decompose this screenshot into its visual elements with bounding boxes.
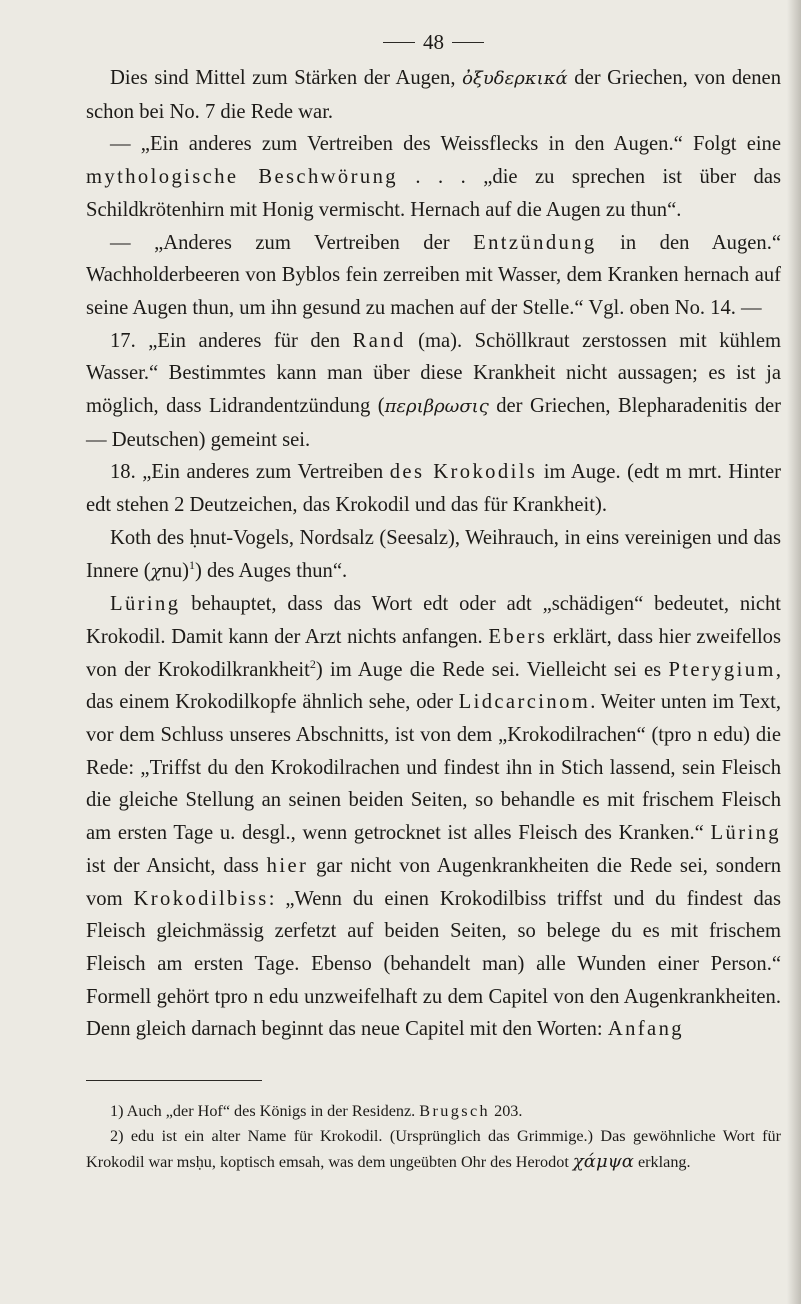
emphasis-text: Entzündung [473,231,597,254]
emphasis-text: hier [266,854,309,877]
emphasis-text: Anfang [607,1018,684,1041]
greek-term: περιβρωσις [384,396,489,418]
paragraph-3: — „Anderes zum Vertreiben der Entzündung in den Augen.“ Wachholderbeeren von Byblos fein zerreiben mit Wasser, dem Kranken hernach auf seine Augen thun, um ihn gesund zu machen auf der Stelle.“ Vgl. oben No. 14. — [86,231,781,319]
author-name: Lüring [110,593,181,616]
greek-term: χάμψα [572,1151,634,1173]
footnote-1: 1) Auch „der Hof“ des Königs in der Residenz. Brugsch 203. [110,1102,523,1121]
paragraph-4: 17. „Ein anderes für den Rand (ma). Schöllkraut zerstossen mit kühlem Wasser.“ Bestimmtes kann man über diese Krankheit nicht aussagen; es ist ja möglich, dass Lidrandentzündung (περιβρωσις der Griechen, Blepharadenitis der — Deutschen) gemeint sei. [86,329,782,451]
paragraph-6: Koth des ḥnut-Vogels, Nordsalz (Seesalz), Weihrauch, in eins vereinigen und das Innere $(\chi nu)^1$) des Auges thun“. [86,526,781,582]
footnote-divider [86,1080,262,1081]
paragraph-7: Lüring behauptet, dass das Wort edt oder adt „schädigen“ bedeutet, nicht Krokodil. Damit kann der Arzt nichts anfangen. Ebers erklärt, dass hier zweifellos von der Krokodilkrankheit$^2$) im Auge die Rede sei. Vielleicht sei es Pterygium, das einem Krokodilkopfe ähnlich sehe, oder Lidcarcinom. Weiter unten im Text, vor dem Schluss unseres Abschnitts, ist von dem „Krokodilrachen“ (tpro n edu) die Rede: „Triffst du den Krokodilrachen und findest ihn in Stich lassend, sein Fleisch die gleiche Stellung an seinen beiden Seiten, so behandle es mit frischem Fleisch am ersten Tage u. desgl., wenn getrocknet ist alles Fleisch des Kranken.“ Lüring ist der Ansicht, dass hier gar nicht von Augenkrankheiten die Rede sei, sondern vom Krokodilbiss: „Wenn du einen Krokodilbiss triffst und du findest das Fleisch gleichmässig zerfetzt auf beiden Seiten, so belege du es mit frischem Fleisch am ersten Tage. Ebenso (behandelt man) alle Wunden einer Person.“ Formell gehört tpro n edu unzweifelhaft zu dem Capitel von den Augenkrankheiten. Denn gleich darnach beginnt das neue Capitel mit den Worten: Anfang [86,593,782,1041]
page-edge-shadow [787,0,801,1304]
footnote-ref-1: 1 [188,557,195,572]
page-header [86,22,781,62]
emphasis-text: des Krokodils [389,461,538,484]
author-name: Lüring [710,822,781,845]
emphasis-text: mythologische Beschwörung [86,166,398,189]
footnote-2: 2) edu ist ein alter Name für Krokodil. (Ursprünglich das Grimmige.) Das gewöhnliche Wort für Krokodil war msḥu, koptisch emsah, was dem ungeübten Ohr des Herodot χάμψα erklang. [86,1127,781,1173]
author-name: Ebers [488,625,548,648]
emphasis-text: Lidcarcinom [458,691,591,714]
greek-term: ὀξυδερκικά [462,68,568,89]
page-number: 48 [423,29,444,54]
emphasis-text: Krokodilbiss [133,887,269,910]
emphasis-text: Pterygium [668,658,776,681]
paragraph-2: — „Ein anderes zum Vertreiben des Weissflecks in den Augen.“ Folgt eine mythologische Beschwörung . . . „die zu sprechen ist über das Schildkrötenhirn mit Honig vermischt. Hernach auf die Augen zu thun“. [86,133,781,221]
header-dash-left [383,42,415,43]
author-name: Brugsch [419,1102,491,1121]
header-dash-right [452,42,484,43]
emphasis-text: Rand [352,329,406,352]
book-page [86,22,781,1175]
footnote-ref-2: 2 [309,656,316,671]
greek-letter: χ [150,560,162,582]
paragraph-1: Dies sind Mittel zum Stärken der Augen, ὀξυδερκικά der Griechen, von denen schon bei No. 7 die Rede war. [86,67,781,123]
paragraph-5: 18. „Ein anderes zum Vertreiben des Krokodils im Auge. (edt m mrt. Hinter edt stehen 2 Deutzeichen, das Krokodil und das für Krankheit). [86,461,781,517]
